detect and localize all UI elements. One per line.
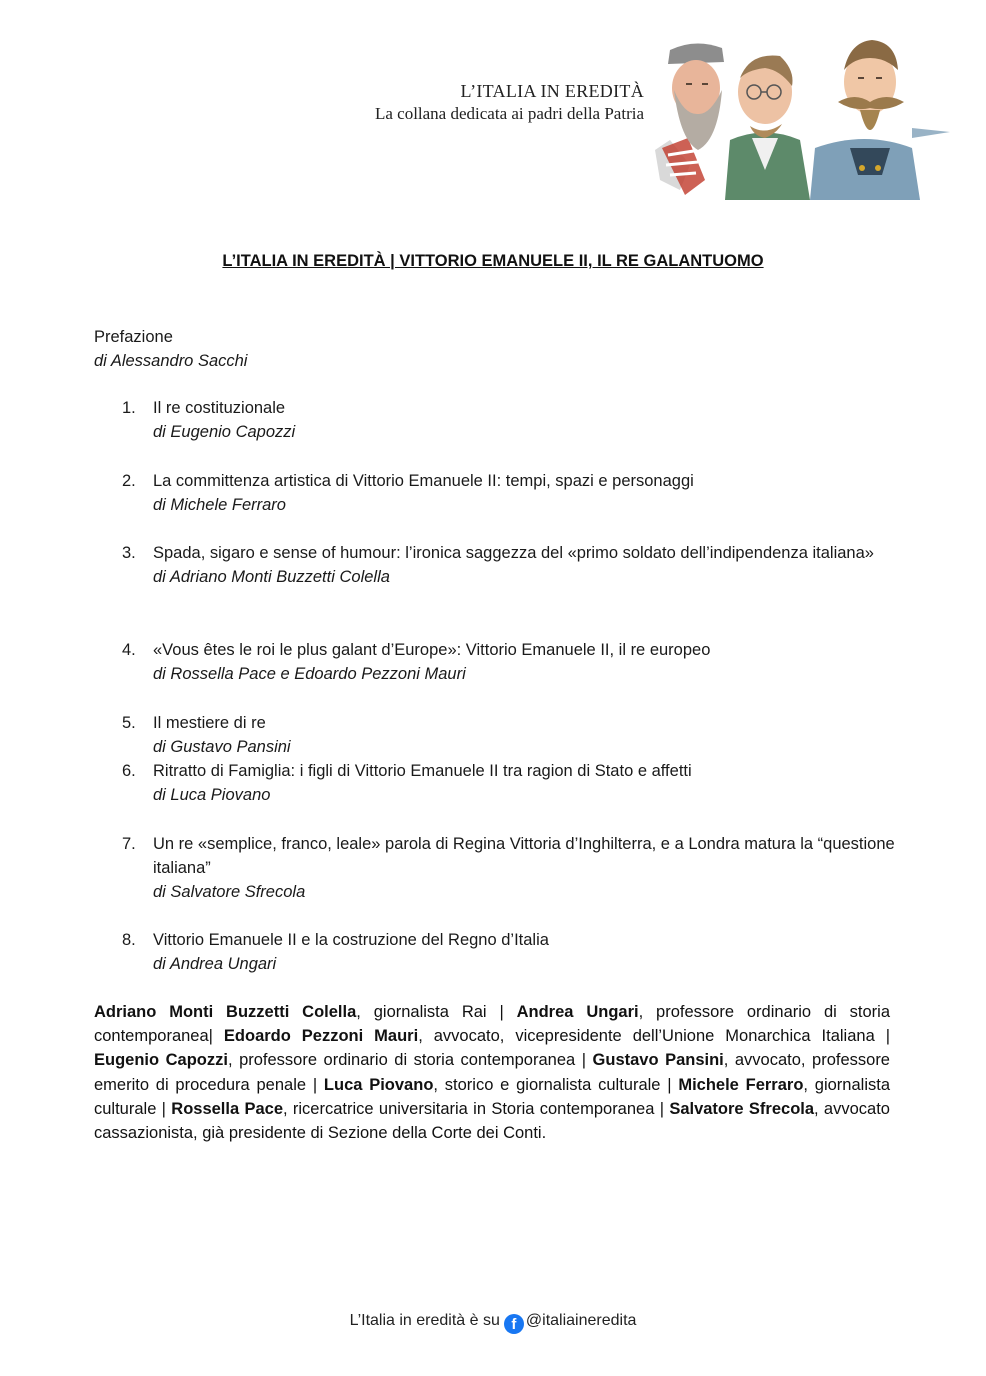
toc-item [122, 711, 902, 759]
toc-item-author: di Eugenio Capozzi [153, 423, 296, 441]
preface-author: di Alessandro Sacchi [94, 352, 248, 370]
toc-item-author: di Adriano Monti Buzzetti Colella [153, 568, 390, 586]
contributor-name: Adriano Monti Buzzetti Colella [94, 1003, 357, 1021]
portrait-garibaldi [655, 43, 724, 195]
toc-item-number: 4. [122, 641, 136, 659]
toc-item-author: di Andrea Ungari [153, 955, 277, 973]
facebook-icon[interactable]: f [504, 1314, 524, 1334]
contributor-name: Gustavo Pansini [592, 1051, 724, 1070]
toc-item [122, 759, 902, 807]
toc-item [122, 469, 902, 517]
contributor-description: , avvocato, vicepresidente dell’Unione Monarchica Italiana | [418, 1027, 890, 1046]
contributor-description: , professore ordinario di storia contemporanea| [94, 1003, 891, 1046]
toc-item-number: 7. [122, 835, 136, 853]
toc-item-title: Il mestiere di re [153, 714, 266, 732]
contributor-description: , professore ordinario di storia contemporanea | [227, 1051, 593, 1070]
series-title: L’ITALIA IN EREDITÀ [460, 81, 644, 101]
toc-item-title: «Vous êtes le roi le plus galant d’Europe»: Vittorio Emanuele II, il re europeo [153, 641, 711, 659]
toc-item [122, 638, 902, 686]
toc-item-title: Spada, sigaro e sense of humour: l’ironica saggezza del «primo soldato dell’indipendenza italiana» [153, 544, 874, 562]
footer-text: L’Italia in eredità è su [349, 1312, 500, 1329]
toc-item-title: Vittorio Emanuele II e la costruzione del Regno d’Italia [153, 931, 549, 949]
toc-item-title: Ritratto di Famiglia: i figli di Vittorio Emanuele II tra ragion di Stato e affetti [153, 762, 692, 780]
portrait-cavour [725, 55, 810, 200]
toc-item-title: La committenza artistica di Vittorio Emanuele II: tempi, spazi e personaggi [153, 472, 694, 490]
preface [94, 325, 247, 373]
contributor-description: , storico e giornalista culturale | [433, 1075, 679, 1094]
contributor-name: Andrea Ungari [516, 1003, 639, 1021]
contributor-description: , avvocato cassazionista, già presidente di Sezione della Corte dei Conti. [94, 1099, 890, 1143]
contributor-name: Luca Piovano [323, 1075, 434, 1094]
toc-item-title: Il re costituzionale [153, 399, 286, 417]
toc-item-author: di Gustavo Pansini [153, 738, 291, 756]
contributor-description: , ricercatrice universitaria in Storia contemporanea | [283, 1099, 670, 1118]
toc-item-author: di Salvatore Sfrecola [153, 883, 306, 901]
contributor-description: , avvocato, professore emerito di procedura penale | [94, 1051, 890, 1094]
toc-item-author: di Michele Ferraro [153, 496, 286, 514]
contributor-name: Michele Ferraro [678, 1075, 804, 1094]
toc-item-number: 3. [122, 544, 136, 562]
toc-item [122, 928, 902, 976]
contributor-name: Eugenio Capozzi [94, 1051, 228, 1070]
contributor-description: , giornalista Rai | [356, 1003, 517, 1021]
portrait-vittorio-emanuele [810, 40, 950, 200]
series-subtitle: La collana dedicata ai padri della Patria [374, 104, 644, 123]
facebook-handle-link[interactable]: @italiaineredita [525, 1312, 637, 1329]
contributor-name: Rossella Pace [171, 1099, 283, 1118]
toc-item-author: di Luca Piovano [153, 786, 271, 804]
series-header [375, 80, 644, 125]
document-title: L’ITALIA IN EREDITÀ | VITTORIO EMANUELE II, IL RE GALANTUOMO [222, 252, 764, 270]
toc-item-author: di Rossella Pace e Edoardo Pezzoni Mauri [153, 665, 466, 683]
toc-item-number: 8. [122, 931, 136, 949]
toc-item-number: 6. [122, 762, 136, 780]
contributor-name: Salvatore Sfrecola [669, 1099, 815, 1118]
toc-item-number: 5. [122, 714, 136, 732]
contributors-paragraph [94, 1000, 890, 1145]
contributor-name: Edoardo Pezzoni Mauri [223, 1027, 419, 1046]
footer [0, 1312, 986, 1334]
toc-item-number: 1. [122, 399, 136, 417]
toc-item-title: Un re «semplice, franco, leale» parola di Regina Vittoria d’Inghilterra, e a Londra matura la “questione italiana” [153, 835, 895, 877]
preface-label: Prefazione [94, 328, 173, 346]
toc-item [122, 832, 902, 904]
contributor-description: , giornalista culturale | [94, 1075, 890, 1118]
toc-item-number: 2. [122, 472, 136, 490]
toc-item [122, 396, 902, 444]
founding-fathers-illustration [650, 30, 955, 200]
toc-item [122, 541, 902, 589]
